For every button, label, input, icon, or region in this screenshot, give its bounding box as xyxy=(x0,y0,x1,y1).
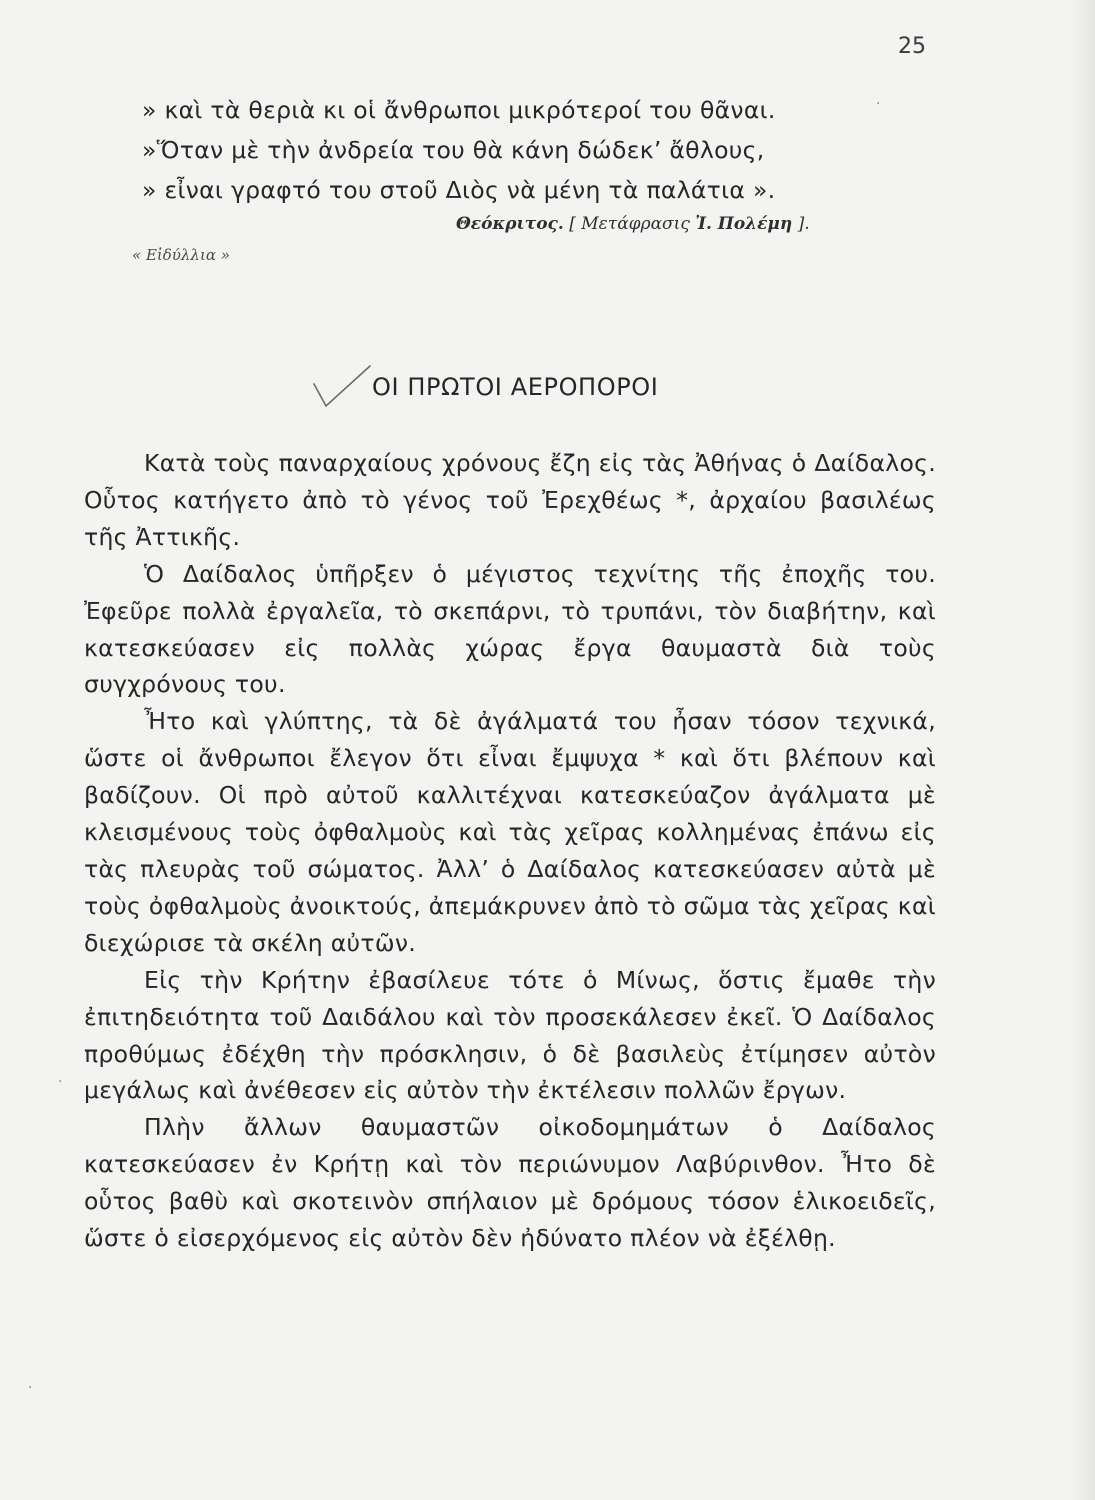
attribution-translator: Ἰ. Πολέμη xyxy=(695,214,793,234)
speck-mark: · xyxy=(58,1074,63,1090)
work-title: « Εἰδύλλια » xyxy=(132,246,230,264)
page-number: 25 xyxy=(898,34,926,59)
paragraph: Πλὴν ἄλλων θαυμαστῶν οἰκοδομημάτων ὁ Δαίδαλος κατεσκεύασεν ἐν Κρήτῃ καὶ τὸν περιώνυμον Λαβύρινθον. Ἦτο δὲ οὗτος βαθὺ καὶ σκοτεινὸν σπήλαιον μὲ δρόμους τόσον ἑλικοειδεῖς, ὥστε ὁ εἰσερχόμενος εἰς αὐτὸν δὲν ἠδύνατο πλέον νὰ ἐξέλθῃ. xyxy=(84,1113,936,1253)
speck-mark: · xyxy=(28,1380,33,1396)
paragraph: Ὁ Δαίδαλος ὑπῆρξεν ὁ μέγιστος τεχνίτης τῆς ἐποχῆς του. Ἐφεῦρε πολλὰ ἐργαλεῖα, τὸ σκεπάρνι, τὸ τρυπάνι, τὸν διαβήτην, καὶ κατεσκεύασεν εἰς πολλὰς χώρας ἔργα θαυμαστὰ διὰ τοὺς συγχρόνους του. xyxy=(84,559,936,699)
attribution-translation: [ Μετάφρασις xyxy=(569,214,696,234)
body-text xyxy=(84,445,936,1257)
section-title: ΟΙ ΠΡΩΤΟΙ ΑΕΡΟΠΟΡΟΙ xyxy=(372,373,659,401)
speck-mark: · xyxy=(876,96,881,112)
paragraph: Εἰς τὴν Κρήτην ἐβασίλευε τότε ὁ Μίνως, ὅστις ἔμαθε τὴν ἐπιτηδειότητα τοῦ Δαιδάλου καὶ τὸν προσεκάλεσεν ἐκεῖ. Ὁ Δαίδαλος προθύμως ἐδέχθη τὴν πρόσκλησιν, ὁ δὲ βασιλεὺς ἐτίμησεν αὐτὸν μεγάλως καὶ ἀνέθεσεν εἰς αὐτὸν τὴν ἐκτέλεσιν πολλῶν ἔργων. xyxy=(84,965,936,1105)
paragraph: Κατὰ τοὺς παναρχαίους χρόνους ἔζη εἰς τὰς Ἀθήνας ὁ Δαίδαλος. Οὗτος κατήγετο ἀπὸ τὸ γένος τοῦ Ἐρεχθέως *, ἀρχαίου βασιλέως τῆς Ἀττικῆς. xyxy=(84,449,936,551)
attribution-close: ]. xyxy=(792,214,810,234)
verse-line: » καὶ τὰ θεριὰ κι οἱ ἄνθρωποι μικρότεροί του θᾶναι. xyxy=(142,96,776,124)
paragraph: Ἦτο καὶ γλύπτης, τὰ δὲ ἀγάλματά του ἦσαν τόσον τεχνικά, ὥστε οἱ ἄνθρωποι ἔλεγον ὅτι εἶναι ἔμψυχα * καὶ ὅτι βλέπουν καὶ βαδίζουν. Οἱ πρὸ αὐτοῦ καλλιτέχναι κατεσκεύαζον ἀγάλματα μὲ κλεισμένους τοὺς ὀφθαλμοὺς καὶ τὰς χεῖρας κολλημένας ἐπάνω εἰς τὰς πλευρὰς τοῦ σώματος. Ἀλλ’ ὁ Δαίδαλος κατεσκεύασεν αὐτὰ μὲ τοὺς ὀφθαλμοὺς ἀνοικτούς, ἀπεμάκρυνεν ἀπὸ τὸ σῶμα τὰς χεῖρας καὶ διεχώρισε τὰ σκέλη αὐτῶν. xyxy=(84,707,936,957)
page-edge-shadow xyxy=(1073,0,1095,1500)
verse-line: » εἶναι γραφτό του στοῦ Διὸς νὰ μένη τὰ παλάτια ». xyxy=(142,176,776,204)
attribution-author: Θεόκριτος. xyxy=(456,214,564,234)
verse-attribution xyxy=(456,214,810,234)
verse-quote xyxy=(142,90,902,210)
verse-line: »Ὅταν μὲ τὴν ἀνδρεία του θὰ κάνη δώδεκ’ ἄθλους, xyxy=(142,136,765,164)
handwritten-check-mark-icon xyxy=(312,362,376,408)
